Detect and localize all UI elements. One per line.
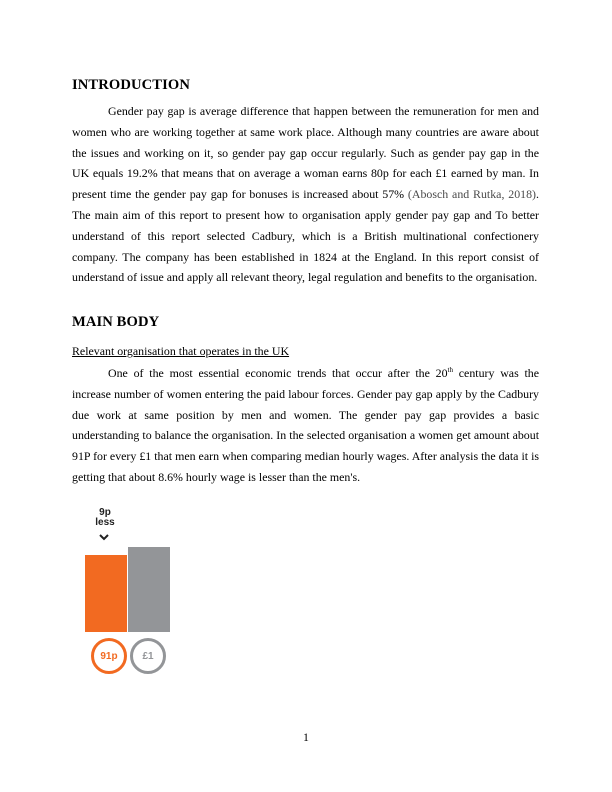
women-bar (85, 555, 127, 632)
citation: (Abosch and Rutka, 2018) (407, 187, 536, 202)
women-pay-circle: 91p (91, 638, 127, 674)
main-body-paragraph (72, 363, 539, 488)
main-text-1: One of the most essential economic trends that occur after the 20 (108, 366, 448, 380)
men-pay-circle: £1 (130, 638, 166, 674)
subheading: Relevant organisation that operates in the UK (72, 344, 290, 358)
main-body-heading: MAIN BODY (72, 314, 160, 330)
pay-gap-figure (80, 498, 180, 678)
gap-amount: 9p (99, 507, 111, 518)
introduction-section (72, 77, 539, 288)
introduction-paragraph (72, 101, 539, 288)
men-bar (128, 547, 170, 632)
gap-less: less (95, 517, 115, 528)
pay-gap-label (95, 508, 115, 528)
main-body-section (72, 314, 539, 488)
chevron-down-icon (99, 533, 109, 541)
intro-text-2: . The main aim of this report to present how to organisation apply gender pay gap and To better understand of this report selected Cadbury, which is a British multinational confectionery company. The company has been established in 1824 at the England. In this report consist of understand of issue and apply all relevant theory, legal regulation and benefits to the organisation. (72, 187, 539, 285)
intro-text-1: Gender pay gap is average difference that happen between the remuneration for men and women who are working together at same work place. Although many countries are aware about the issues and working on it, so gender pay gap occur regularly. Such as gender pay gap in the UK equals 19.2% that means that on average a woman earns 80p for each £1 earned by man. In present time the gender pay gap for bonuses is increased about 57% (72, 104, 539, 202)
introduction-heading: INTRODUCTION (72, 77, 190, 93)
main-text-2: century was the increase number of women entering the paid labour forces. Gender pay gap apply by the Cadbury due work at same position by men and women. The gender pay gap provides a basic understanding to balance the organisation. In the selected organisation a women get amount about 91P for every £1 that men earn when comparing median hourly wages. After analysis the data it is getting that about 8.6% hourly wage is lesser than the men's. (72, 366, 539, 484)
page-number: 1 (303, 730, 309, 744)
superscript: th (447, 366, 453, 375)
